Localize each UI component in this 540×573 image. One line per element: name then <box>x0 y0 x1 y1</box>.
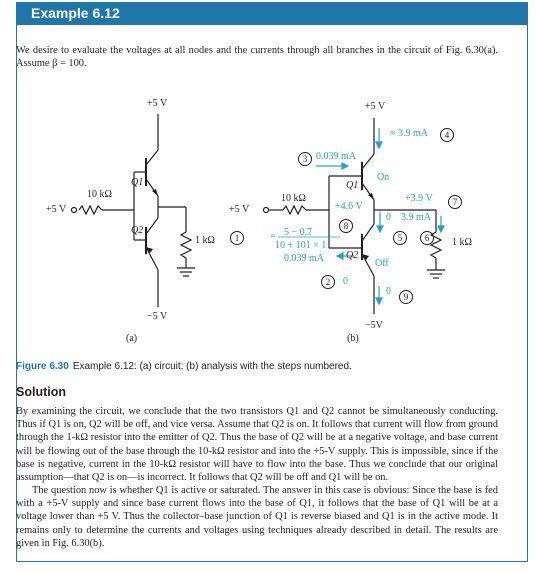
solution-heading: Solution <box>16 385 66 399</box>
caption-text: Example 6.12: (a) circuit; (b) analysis with the steps numbered. <box>72 361 352 372</box>
b-input-label: +5 V <box>229 204 250 215</box>
a-supply-top: +5 V <box>147 98 168 109</box>
emitter-voltage: +3.9 V <box>405 193 433 204</box>
b-re-label: 1 kΩ <box>452 237 472 248</box>
b-q1-label: Q1 <box>346 180 359 191</box>
base-node-voltage: +4.6 V <box>335 201 363 212</box>
b-q2-label: Q2 <box>346 250 359 261</box>
a-input-label: +5 V <box>46 204 67 215</box>
formula-numerator: 5 − 0.7 <box>284 227 313 238</box>
step-4: 4 <box>440 128 454 142</box>
step-2: 2 <box>321 275 335 289</box>
emitter-current: 3.9 mA <box>401 212 431 223</box>
step-9: 9 <box>399 290 413 304</box>
intro-paragraph: We desire to evaluate the voltages at all nodes and the currents through all branches in the circuit of Fig. 6.30(a). Assume β = 100. <box>16 45 498 70</box>
step-5: 5 <box>393 231 407 245</box>
on-label: On <box>377 172 390 183</box>
off-label: Off <box>375 258 389 269</box>
a-panel-label: (a) <box>126 333 138 344</box>
figure-caption <box>16 361 496 372</box>
zero-current-emitter: 0 <box>386 212 391 223</box>
step-6: 6 <box>420 231 434 245</box>
formula-result: 0.039 mA <box>284 253 324 264</box>
example-header <box>17 3 527 25</box>
solution-paragraph-2: The question now is whether Q1 is active or saturated. The answer in this case is obvious: Since the base is fed with a +5-V supply and since base current flows into the base of Q1, it follows that the base of Q1 will be at a voltage lower than +5 V. Thus the collector–base junction of Q1 is reverse biased and Q1 is in the active mode. It remains only to determine the currents and voltages using techniques already described in detail. The results are given in Fig. 6.30(b). <box>16 485 498 549</box>
step-3: 3 <box>298 152 312 166</box>
a-re-label: 1 kΩ <box>195 235 215 246</box>
zero-current-collector: 0 <box>386 286 391 297</box>
b-rb-label: 10 kΩ <box>281 193 306 204</box>
b-panel-label: (b) <box>347 333 359 344</box>
b-supply-bottom: −5V <box>365 320 383 331</box>
step-1: 1 <box>230 231 244 245</box>
a-q1-label: Q1 <box>131 177 144 188</box>
zero-current-base: 0 <box>343 276 348 287</box>
formula-equals: = <box>270 231 276 242</box>
figure-6-30 <box>16 92 506 354</box>
a-supply-bottom: −5 V <box>147 311 168 322</box>
step-8: 8 <box>339 219 353 233</box>
a-rb-label: 10 kΩ <box>87 189 112 200</box>
caption-label: Figure 6.30 <box>16 361 69 372</box>
example-title: Example 6.12 <box>31 5 120 21</box>
collector-current: ≈ 3.9 mA <box>390 128 428 139</box>
step-7: 7 <box>448 195 462 209</box>
formula-denominator: 10 + 101 × 1 <box>275 240 327 251</box>
b-supply-top: +5 V <box>365 101 386 112</box>
a-q2-label: Q2 <box>131 225 144 236</box>
base-current: 0.039 mA <box>316 151 356 162</box>
solution-paragraph-1: By examining the circuit, we conclude that the two transistors Q1 and Q2 cannot be simultaneously conducting. Thus if Q1 is on, Q2 will be off, and vice versa. Assume that Q2 is on. It follows that current will flow from ground through the 1-kΩ resistor into the emitter of Q2. Thus the base of Q2 will be at a negative voltage, and base current will be flowing out of the base through the 10-kΩ resistor and into the +5-V supply. This is impossible, since if the base is negative, current in the 10-kΩ resistor will have to flow into the base. Thus we conclude that our original assumption—that Q2 is on—is incorrect. It follows that Q2 will be off and Q1 will be on. <box>16 406 498 484</box>
